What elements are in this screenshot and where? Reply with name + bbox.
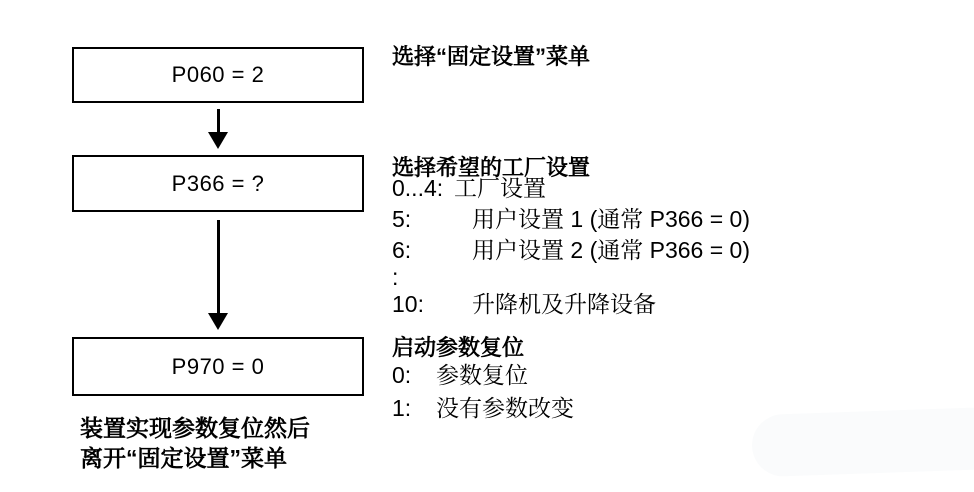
flow-box-p366: [72, 155, 364, 212]
step2-option-2-label: 用户设置 2 (通常 P366 = 0): [472, 237, 750, 263]
step2-option-row: [392, 235, 750, 266]
step2-option-row: [392, 204, 750, 235]
flow-caption-line1: 装置实现参数复位然后: [80, 415, 310, 441]
down-arrow-2-head: [208, 313, 228, 330]
step3-option-1-label: 没有参数改变: [436, 395, 574, 421]
step2-option-1-value: 5:: [392, 206, 412, 232]
flow-box-p970-label: P970 = 0: [171, 353, 265, 379]
step3-option-0-value: 0:: [392, 362, 412, 388]
step3-option-row: [392, 359, 574, 392]
flow-box-p060: [72, 47, 364, 103]
step2-option-1-label: 用户设置 1 (通常 P366 = 0): [472, 206, 750, 232]
step3-option-0-label: 参数复位: [436, 362, 528, 388]
step2-option-row: [392, 173, 750, 204]
down-arrow-1-stem: [217, 109, 220, 132]
step3-heading: 启动参数复位: [392, 335, 525, 360]
flow-caption: [80, 413, 310, 473]
down-arrow-2: [207, 220, 229, 330]
step3-option-row: [392, 392, 574, 425]
step2-option-row: [392, 289, 750, 320]
step3-option-1-value: 1:: [392, 395, 412, 421]
step2-option-2-value: 6:: [392, 237, 412, 263]
step2-option-row-ellipsis: [392, 266, 750, 289]
step2-option-0-label: 工厂设置: [454, 175, 546, 201]
step2-heading: 选择希望的工厂设置: [392, 155, 591, 180]
flow-box-p366-label: P366 = ?: [171, 170, 265, 196]
flow-box-p060-label: P060 = 2: [171, 62, 265, 87]
step2-option-3-value: :: [392, 264, 399, 290]
step3-options: [392, 359, 574, 425]
watermark-smudge: [751, 407, 974, 478]
step2-option-0-value: 0...4:: [392, 175, 444, 201]
step2-options: [392, 173, 750, 320]
step2-option-4-label: 升降机及升降设备: [472, 291, 656, 317]
down-arrow-1: [207, 109, 229, 149]
down-arrow-1-head: [208, 132, 228, 149]
down-arrow-2-stem: [217, 220, 220, 313]
flow-box-p970: [72, 337, 364, 396]
flow-caption-line2: 离开“固定设置”菜单: [80, 445, 287, 471]
step2-option-4-value: 10:: [392, 291, 424, 317]
step1-heading: 选择“固定设置”菜单: [392, 44, 591, 69]
